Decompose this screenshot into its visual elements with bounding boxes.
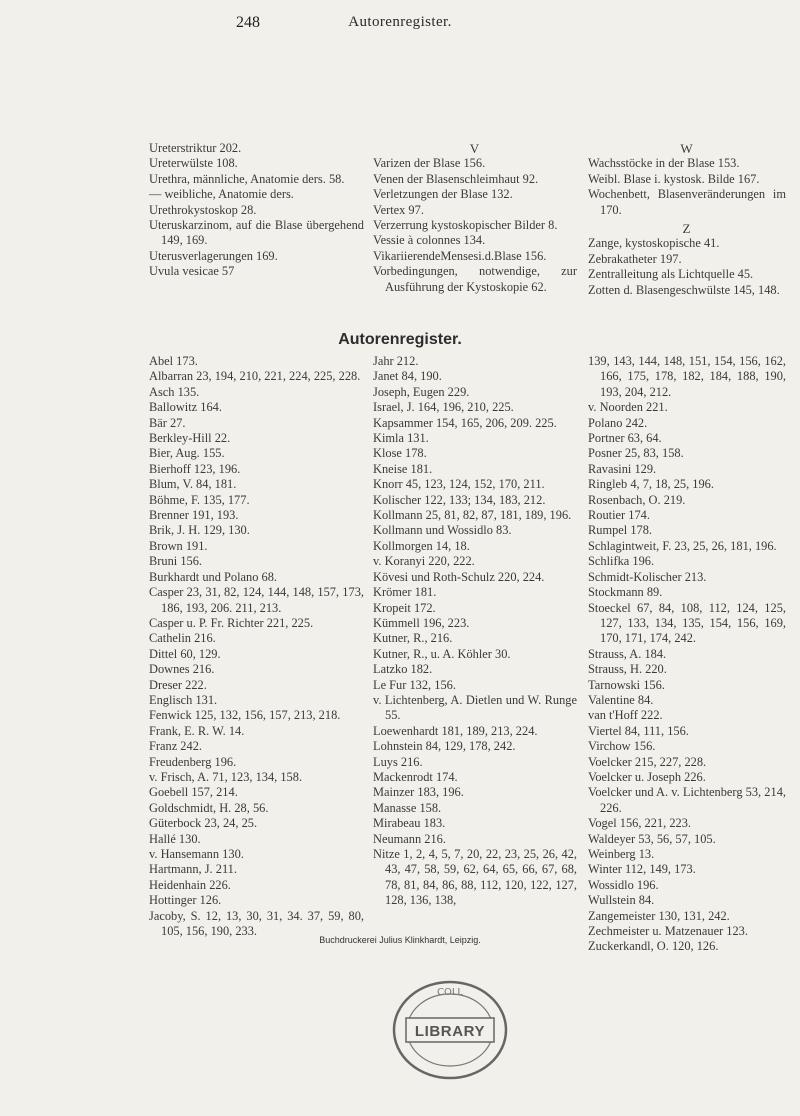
index-entry: Kimla 131. — [373, 431, 429, 446]
index-entry: Uvula vesicae 57 — [149, 264, 235, 279]
index-entry: Englisch 131. — [149, 692, 218, 707]
index-entry: Brown 191. — [149, 538, 208, 553]
index-entry: Zechmeister u. Matzenauer 123. — [588, 924, 748, 939]
index-entry: Zuckerkandl, O. 120, 126. — [588, 939, 719, 954]
index-entry: Berkley-Hill 22. — [149, 431, 231, 446]
index-entry: v. Koranyi 220, 222. — [373, 554, 475, 569]
section-letter-z: Z — [682, 221, 692, 237]
index-entry: Manasse 158. — [373, 800, 442, 815]
index-entry: Stockmann 89. — [588, 585, 663, 600]
index-entry: Casper 23, 31, 82, 124, 144, 148, 157, 173, 186, 193, 206. 211, 213. — [149, 585, 364, 615]
index-entry: Voelcker 215, 227, 228. — [588, 754, 707, 769]
index-entry: Asch 135. — [149, 384, 200, 399]
index-entry: Kollmann 25, 81, 82, 87, 181, 189, 196. — [373, 508, 572, 523]
index-entry: Zangemeister 130, 131, 242. — [588, 908, 730, 923]
index-entry: Portner 63, 64. — [588, 431, 662, 446]
index-entry: Voelcker und A. v. Lichtenberg 53, 214, 226. — [588, 785, 786, 815]
index-entry: Brenner 191, 193. — [149, 508, 239, 523]
index-entry: Fenwick 125, 132, 156, 157, 213, 218. — [149, 708, 341, 723]
index-entry: Jahr 212. — [373, 354, 419, 368]
index-entry: — weibliche, Anatomie ders. — [149, 187, 294, 202]
index-entry: v. Frisch, A. 71, 123, 134, 158. — [149, 769, 303, 784]
index-entry: Downes 216. — [149, 662, 215, 677]
index-entry: Weibl. Blase i. kystosk. Bilde 167. — [588, 171, 760, 186]
subject-index-column-wz — [588, 141, 786, 298]
index-entry: Strauss, H. 220. — [588, 662, 667, 677]
index-entry: Bär 27. — [149, 415, 186, 430]
index-entry: Schmidt-Kolischer 213. — [588, 569, 707, 584]
index-entry: Heidenhain 226. — [149, 877, 231, 892]
index-entry: Luys 216. — [373, 754, 423, 769]
index-entry: Schlagintweit, F. 23, 25, 26, 181, 196. — [588, 538, 777, 553]
index-entry: Lohnstein 84, 129, 178, 242. — [373, 739, 516, 754]
index-entry: Kümmell 196, 223. — [373, 615, 470, 630]
index-entry: Ringleb 4, 7, 18, 25, 196. — [588, 477, 714, 492]
index-entry: Zotten d. Blasengeschwülste 145, 148. — [588, 282, 780, 297]
page-header — [0, 14, 800, 36]
index-entry: Nitze 1, 2, 4, 5, 7, 20, 22, 23, 25, 26, 42, 43, 47, 58, 59, 62, 64, 65, 66, 67, 68, 78, 81, 84, 86, 88, 112, 120, 122, 127, 128, 136, 138, — [373, 847, 577, 908]
index-entry: Joseph, Eugen 229. — [373, 384, 470, 399]
index-entry: Latzko 182. — [373, 662, 433, 677]
index-entry: Mackenrodt 174. — [373, 769, 458, 784]
index-entry: Weinberg 13. — [588, 847, 655, 861]
index-entry: VikariierendeMensesi.d.Blase 156. — [373, 248, 547, 263]
index-entry: Kropeit 172. — [373, 600, 436, 615]
index-entry: Mainzer 183, 196. — [373, 785, 464, 800]
section-title: Autorenregister. — [338, 331, 462, 348]
index-entry: Wossidlo 196. — [588, 877, 659, 892]
index-entry: Virchow 156. — [588, 739, 656, 754]
index-entry: Schlifka 196. — [588, 554, 655, 569]
index-entry: Güterbock 23, 24, 25. — [149, 816, 258, 831]
index-entry: Zange, kystoskopische 41. — [588, 236, 720, 251]
index-entry: Abel 173. — [149, 354, 198, 368]
index-entry: Ureterwülste 108. — [149, 156, 238, 171]
section-letter-v: V — [469, 141, 481, 156]
index-entry: Vessie à colonnes 134. — [373, 233, 486, 248]
index-entry: Kapsammer 154, 165, 206, 209. 225. — [373, 415, 557, 430]
index-entry: Blum, V. 84, 181. — [149, 477, 237, 492]
index-entry: Frank, E. R. W. 14. — [149, 723, 245, 738]
index-entry: Le Fur 132, 156. — [373, 677, 456, 692]
index-entry: Zebrakatheter 197. — [588, 251, 682, 266]
index-entry: Stoeckel 67, 84, 108, 112, 124, 125, 127, 133, 134, 135, 154, 156, 169, 170, 171, 174, 242. — [588, 600, 786, 646]
index-entry: Vogel 156, 221, 223. — [588, 816, 692, 831]
index-entry: Urethra, männliche, Anatomie ders. 58. — [149, 171, 345, 186]
index-entry: Jacoby, S. 12, 13, 30, 31, 34. 37, 59, 80, 105, 156, 190, 233. — [149, 908, 364, 939]
library-stamp-seal — [390, 978, 510, 1082]
index-entry: Urethrokystoskop 28. — [149, 202, 257, 217]
index-entry: Voelcker u. Joseph 226. — [588, 769, 706, 784]
index-entry: Posner 25, 83, 158. — [588, 446, 684, 461]
index-entry: Goldschmidt, H. 28, 56. — [149, 800, 269, 815]
index-entry: Routier 174. — [588, 508, 650, 523]
stamp-label: LIBRARY — [414, 1023, 486, 1040]
index-entry: Goebell 157, 214. — [149, 785, 238, 800]
library-stamp — [390, 978, 510, 1082]
index-entry: v. Lichtenberg, A. Dietlen und W. Runge 55. — [373, 692, 577, 723]
subject-index-column-v — [373, 141, 577, 295]
index-entry: Kövesi und Roth-Schulz 220, 224. — [373, 569, 545, 584]
index-entry: Vorbedingungen, notwendige, zur Ausführung der Kystoskopie 62. — [373, 264, 577, 294]
index-entry: Kolischer 122, 133; 134, 183, 212. — [373, 492, 546, 507]
index-entry: Loewenhardt 181, 189, 213, 224. — [373, 723, 538, 738]
index-entry: Tarnowski 156. — [588, 677, 665, 692]
index-entry: Kutner, R., u. A. Köhler 30. — [373, 646, 511, 661]
index-entry: Knorr 45, 123, 124, 152, 170, 211. — [373, 477, 545, 492]
index-entry: Winter 112, 149, 173. — [588, 862, 696, 877]
index-entry: Wachsstöcke in der Blase 153. — [588, 156, 740, 171]
index-entry: Cathelin 216. — [149, 631, 216, 646]
index-entry: Kneise 181. — [373, 461, 433, 476]
index-entry: Israel, J. 164, 196, 210, 225. — [373, 400, 514, 415]
index-entry: Brik, J. H. 129, 130. — [149, 523, 250, 538]
index-entry: Rosenbach, O. 219. — [588, 492, 686, 507]
index-entry: Mirabeau 183. — [373, 816, 446, 831]
index-entry: Verzerrung kystoskopischer Bilder 8. — [373, 218, 558, 233]
index-entry: Casper u. P. Fr. Richter 221, 225. — [149, 615, 314, 630]
index-entry: Uterusverlagerungen 169. — [149, 248, 278, 263]
index-entry: Franz 242. — [149, 739, 202, 754]
running-title: Autorenregister. — [348, 14, 452, 30]
index-entry: Kutner, R., 216. — [373, 631, 453, 646]
index-entry: Burkhardt und Polano 68. — [149, 569, 278, 584]
stamp-ring-text: COLL — [437, 987, 463, 998]
index-entry: Polano 242. — [588, 415, 648, 430]
index-entry: Neumann 216. — [373, 831, 446, 846]
index-entry: Hallé 130. — [149, 831, 201, 846]
printer-imprint: Buchdruckerei Julius Klinkhardt, Leipzig. — [319, 935, 481, 945]
index-entry: Krömer 181. — [373, 585, 437, 600]
author-index-column-3 — [588, 354, 786, 955]
index-entry: Hottinger 126. — [149, 893, 222, 908]
index-entry: v. Hansemann 130. — [149, 847, 244, 861]
index-entry: 139, 143, 144, 148, 151, 154, 156, 162, 166, 175, 178, 182, 184, 188, 190, 193, 204, 212. — [588, 354, 786, 399]
index-entry: Zentralleitung als Lichtquelle 45. — [588, 267, 754, 282]
index-entry: Strauss, A. 184. — [588, 646, 667, 661]
section-letter-w: W — [680, 141, 694, 156]
subject-index-column-u — [149, 141, 364, 280]
index-entry: Kollmann und Wossidlo 83. — [373, 523, 512, 538]
author-index-column-1 — [149, 354, 364, 939]
index-entry: Ballowitz 164. — [149, 400, 222, 415]
index-entry: Ravasini 129. — [588, 461, 657, 476]
index-entry: Kollmorgen 14, 18. — [373, 538, 470, 553]
index-entry: Hartmann, J. 211. — [149, 862, 237, 877]
index-entry: Rumpel 178. — [588, 523, 653, 538]
index-entry: Böhme, F. 135, 177. — [149, 492, 250, 507]
index-entry: Venen der Blasenschleimhaut 92. — [373, 171, 539, 186]
index-entry: Bierhoff 123, 196. — [149, 461, 241, 476]
page-number: 248 — [236, 14, 260, 31]
index-entry: Verletzungen der Blase 132. — [373, 187, 513, 202]
index-entry: Varizen der Blase 156. — [373, 156, 486, 171]
index-entry: Waldeyer 53, 56, 57, 105. — [588, 831, 716, 846]
index-entry: v. Noorden 221. — [588, 400, 668, 415]
author-index-column-2 — [373, 354, 577, 909]
index-entry: Albarran 23, 194, 210, 221, 224, 225, 228. — [149, 369, 361, 384]
index-entry: Bier, Aug. 155. — [149, 446, 225, 461]
index-entry: Wochenbett, Blasenveränderungen im 170. — [588, 187, 786, 217]
index-entry: Valentine 84. — [588, 692, 654, 707]
index-entry: Dittel 60, 129. — [149, 646, 221, 661]
index-entry: Bruni 156. — [149, 554, 203, 569]
index-entry: Viertel 84, 111, 156. — [588, 723, 689, 738]
index-entry: Freudenberg 196. — [149, 754, 237, 769]
index-entry: Janet 84, 190. — [373, 369, 442, 384]
index-entry: van t'Hoff 222. — [588, 708, 663, 723]
index-entry: Uteruskarzinom, auf die Blase übergehend 149, 169. — [149, 218, 364, 248]
index-entry: Wullstein 84. — [588, 893, 655, 908]
index-entry: Ureterstriktur 202. — [149, 141, 242, 155]
index-entry: Klose 178. — [373, 446, 427, 461]
index-entry: Vertex 97. — [373, 202, 424, 217]
index-entry: Dreser 222. — [149, 677, 207, 692]
